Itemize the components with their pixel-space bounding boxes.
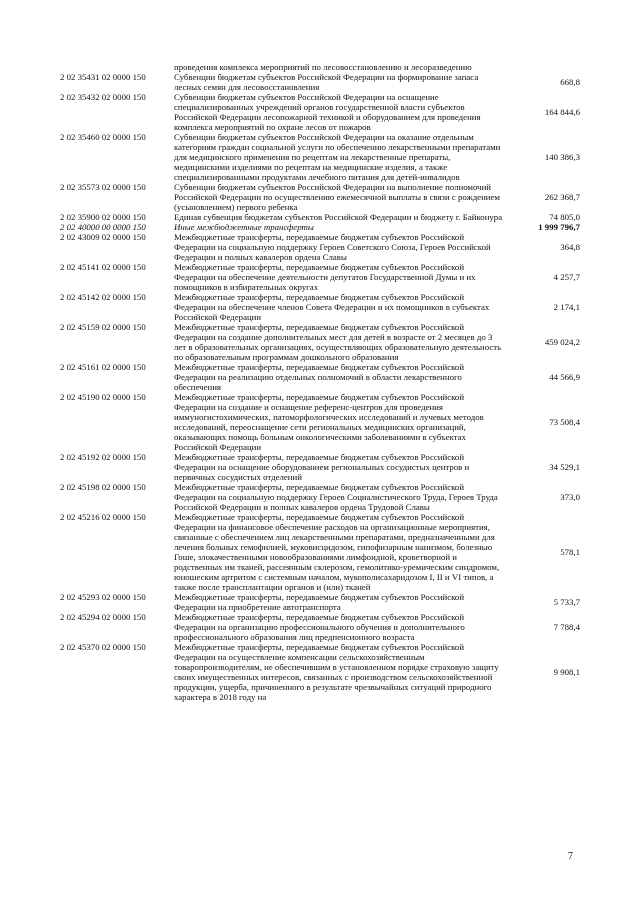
table-row <box>60 612 580 642</box>
row-description: Межбюджетные трансферты, передаваемые бюджетам субъектов Российской Федерации на реализацию отдельных полномочий в области лекарственного обеспечения <box>174 362 465 392</box>
table-row <box>60 392 580 452</box>
budget-code: 2 02 45370 02 0000 150 <box>60 642 146 652</box>
budget-code: 2 02 35573 02 0000 150 <box>60 182 146 192</box>
row-description: Межбюджетные трансферты, передаваемые бюджетам субъектов Российской Федерации на создание и оснащение референс-центров для проведения иммуногистохимических, патоморфологических исследований и лучевых методов исследований, переоснащение сети региональных медицинских организаций, оказывающих помощь больным онкологическими заболеваниями в субъектах Российской Федерации <box>174 392 484 452</box>
budget-code: 2 02 45161 02 0000 150 <box>60 362 146 372</box>
table-row <box>60 72 580 92</box>
budget-code: 2 02 40000 00 0000 150 <box>60 222 146 232</box>
row-amount: 668,8 <box>560 77 580 87</box>
row-description: Межбюджетные трансферты, передаваемые бюджетам субъектов Российской Федерации на создание дополнительных мест для детей в возрасте от 2 месяцев до 3 лет в образовательных организациях, осуществляющих образовательную деятельность по образовательным программам дошкольного образования <box>174 322 502 362</box>
row-amount: 364,8 <box>560 242 580 252</box>
row-amount: 459 024,2 <box>544 337 580 347</box>
row-description: проведения комплекса мероприятий по лесовосстановлению и лесоразведению <box>174 62 472 72</box>
budget-code: 2 02 35432 02 0000 150 <box>60 92 146 102</box>
budget-code: 2 02 45141 02 0000 150 <box>60 262 146 272</box>
table-row <box>60 132 580 182</box>
table-row <box>60 322 580 362</box>
table-row <box>60 292 580 322</box>
table-row <box>60 512 580 592</box>
budget-code: 2 02 45198 02 0000 150 <box>60 482 146 492</box>
row-amount: 44 566,9 <box>549 372 580 382</box>
row-amount: 34 529,1 <box>549 462 580 472</box>
row-description: Субвенции бюджетам субъектов Российской Федерации на оказание отдельным категориям граждан социальной услуги по обеспечению лекарственными препаратами для медицинского применения по рецептам на лекарственные препараты, медицинскими изделиями по рецептам на медицинские изделия, а также специализированными продуктами лечебного питания для детей-инвалидов <box>174 132 501 182</box>
table-row <box>60 212 580 222</box>
row-description: Субвенции бюджетам субъектов Российской Федерации на выполнение полномочий Российской Федерации по осуществлению ежемесячной выплаты в связи с рождением (усыновлением) первого ребенка <box>174 182 500 212</box>
row-description: Межбюджетные трансферты, передаваемые бюджетам субъектов Российской Федерации на организацию профессионального обучения и дополнительного профессионального образования лиц предпенсионного возраста <box>174 612 465 642</box>
budget-code: 2 02 45142 02 0000 150 <box>60 292 146 302</box>
row-amount: 2 174,1 <box>553 302 580 312</box>
row-description: Межбюджетные трансферты, передаваемые бюджетам субъектов Российской Федерации на обеспечение членов Совета Федерации и их помощников в субъектах Российской Федерации <box>174 292 490 322</box>
table-row <box>60 262 580 292</box>
row-amount: 578,1 <box>560 547 580 557</box>
table-row <box>60 182 580 212</box>
table-row <box>60 592 580 612</box>
row-amount: 373,0 <box>560 492 580 502</box>
row-amount <box>509 62 580 72</box>
budget-table-body <box>60 62 580 702</box>
table-row <box>60 222 580 232</box>
table-row <box>60 62 580 72</box>
row-amount: 262 368,7 <box>544 192 580 202</box>
table-row <box>60 452 580 482</box>
row-description: Субвенции бюджетам субъектов Российской Федерации на формирование запаса лесных семян для лесовосстановления <box>174 72 479 92</box>
row-description: Иные межбюджетные трансферты <box>174 222 314 232</box>
table-row <box>60 92 580 132</box>
budget-code: 2 02 45190 02 0000 150 <box>60 392 146 402</box>
row-description: Межбюджетные трансферты, передаваемые бюджетам субъектов Российской Федерации на обеспечение деятельности депутатов Государственной Думы и их помощников в избирательных округах <box>174 262 476 292</box>
row-amount: 9 908,1 <box>553 667 580 677</box>
row-amount: 7 788,4 <box>553 622 580 632</box>
row-amount: 5 733,7 <box>553 597 580 607</box>
row-description: Межбюджетные трансферты, передаваемые бюджетам субъектов Российской Федерации на социальную поддержку Героев Социалистического Труда, Героев Труда Российской Федерации и полных кавалеров ордена Трудовой Славы <box>174 482 498 512</box>
row-amount: 1 999 796,7 <box>538 222 580 232</box>
table-row <box>60 362 580 392</box>
budget-code: 2 02 45216 02 0000 150 <box>60 512 146 522</box>
row-description: Субвенции бюджетам субъектов Российской Федерации на оснащение специализированных учреждений органов государственной власти субъектов Российской Федерации лесопожарной техникой и оборудованием для проведения комплекса мероприятий по охране лесов от пожаров <box>174 92 481 132</box>
row-amount: 4 257,7 <box>553 272 580 282</box>
row-description: Межбюджетные трансферты, передаваемые бюджетам субъектов Российской Федерации на приобретение автотранспорта <box>174 592 465 612</box>
row-description: Единая субвенция бюджетам субъектов Российской Федерации и бюджету г. Байконура <box>174 212 503 222</box>
row-description: Межбюджетные трансферты, передаваемые бюджетам субъектов Российской Федерации на социальную поддержку Героев Советского Союза, Героев Российской Федерации и полных кавалеров ордена Славы <box>174 232 491 262</box>
budget-code: 2 02 45159 02 0000 150 <box>60 322 146 332</box>
row-description: Межбюджетные трансферты, передаваемые бюджетам субъектов Российской Федерации на осуществление компенсации сельскохозяйственным товаропроизводителям, не обеспечившим в установленном порядке страховую защиту своих имущественных интересов, связанных с производством сельскохозяйственной продукции, ущерба, причиненного в результате чрезвычайных ситуаций природного характера в 2018 году на <box>174 642 499 702</box>
row-amount: 140 386,3 <box>544 152 580 162</box>
budget-code: 2 02 45192 02 0000 150 <box>60 452 146 462</box>
row-description: Межбюджетные трансферты, передаваемые бюджетам субъектов Российской Федерации на оснащение оборудованием региональных сосудистых центров и первичных сосудистых отделений <box>174 452 470 482</box>
row-amount: 74 805,0 <box>549 212 580 222</box>
row-description: Межбюджетные трансферты, передаваемые бюджетам субъектов Российской Федерации на финансовое обеспечение расходов на организационные мероприятия, связанные с обеспечением лиц лекарственными препаратами, предназначенными для лечения больных гемофилией, муковисцидозом, гипофизарным нанизмом, болезнью Гоше, злокачественными новообразованиями лимфоидной, кроветворной и родственных им тканей, рассеянным склерозом, гемолитико-уремическим синдромом, юношеским артритом с системным началом, мукополисахаридозом I, II и VI типов, а также после трансплантации органов и (или) тканей <box>174 512 500 592</box>
budget-code: 2 02 35900 02 0000 150 <box>60 212 146 222</box>
row-amount: 164 844,6 <box>544 107 580 117</box>
budget-code: 2 02 35431 02 0000 150 <box>60 72 146 82</box>
budget-code: 2 02 45294 02 0000 150 <box>60 612 146 622</box>
budget-code: 2 02 43009 02 0000 150 <box>60 232 146 242</box>
table-row <box>60 642 580 702</box>
page-number: 7 <box>568 851 573 862</box>
budget-code <box>60 62 174 72</box>
table-row <box>60 482 580 512</box>
budget-table <box>60 62 580 702</box>
budget-code: 2 02 35460 02 0000 150 <box>60 132 146 142</box>
row-amount: 73 508,4 <box>549 417 580 427</box>
table-row <box>60 232 580 262</box>
budget-code: 2 02 45293 02 0000 150 <box>60 592 146 602</box>
